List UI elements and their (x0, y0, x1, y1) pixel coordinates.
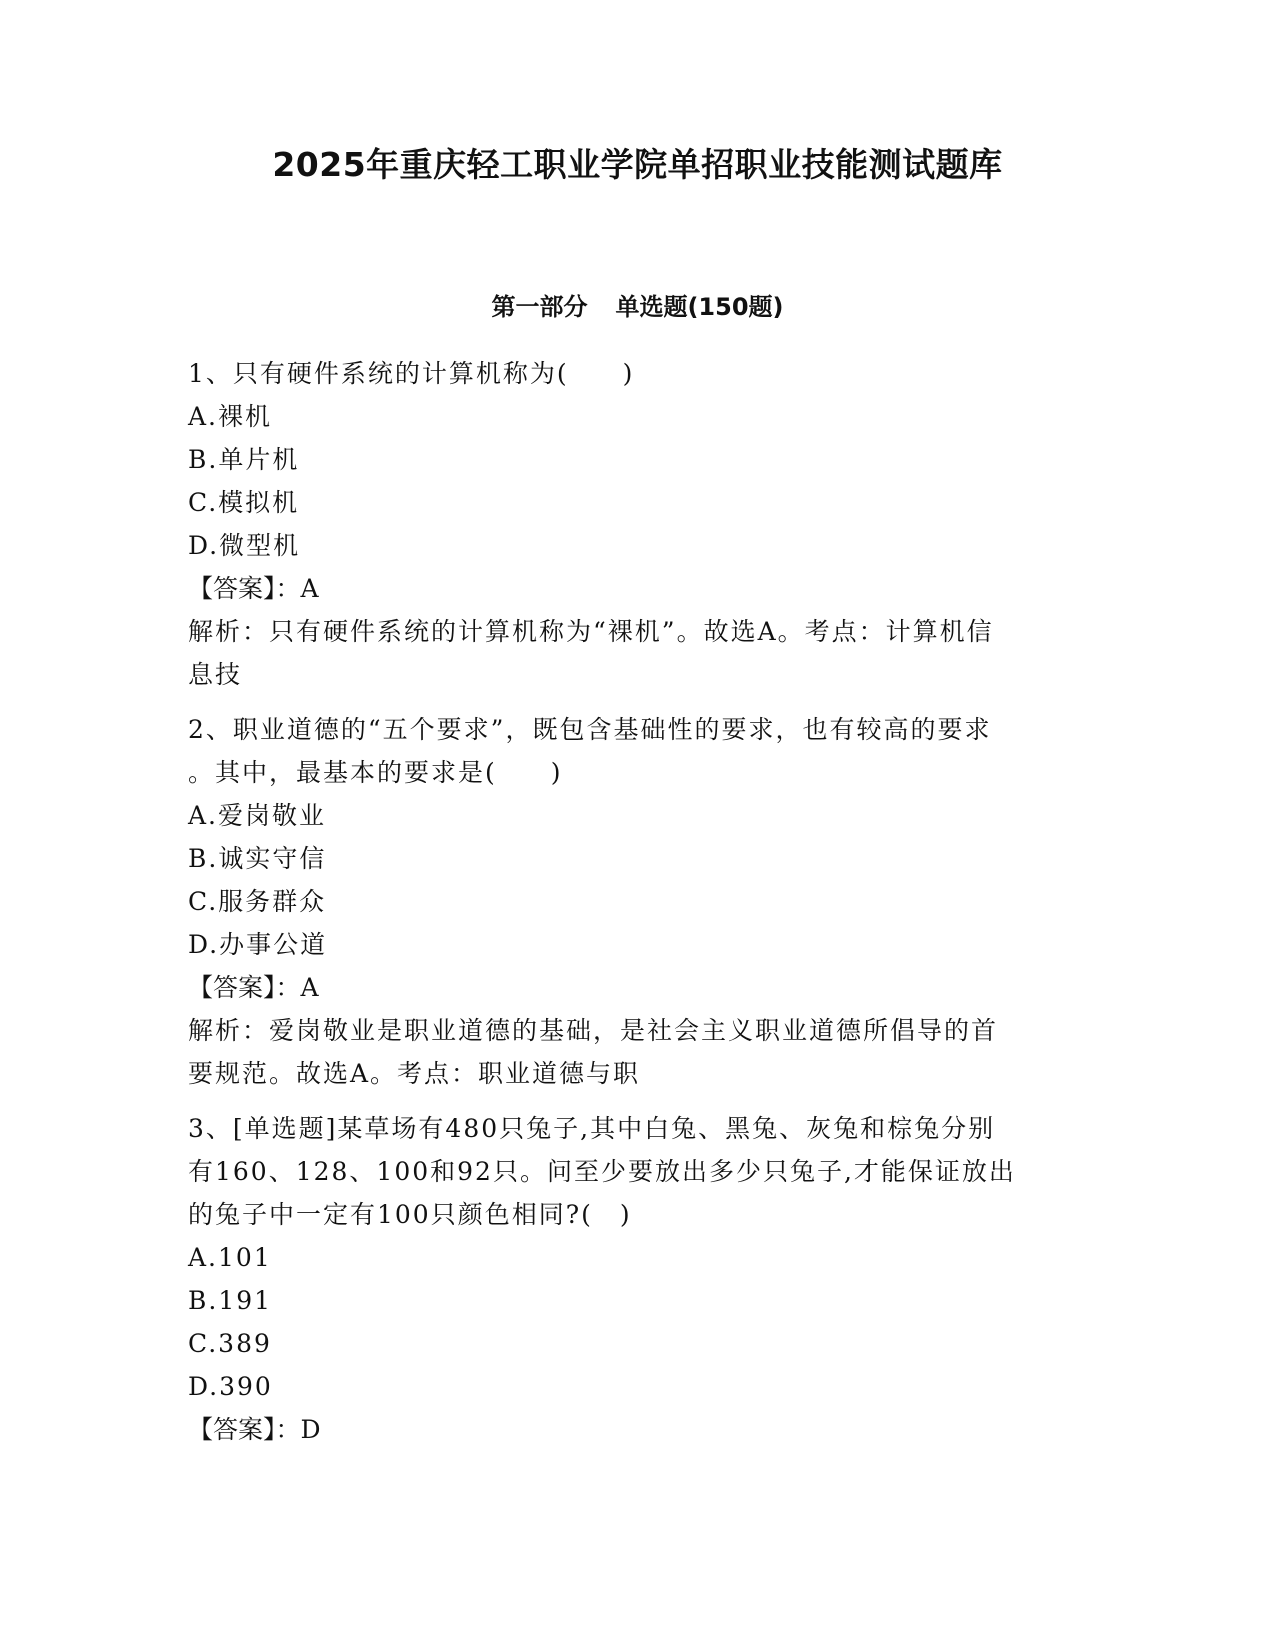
answer-value: D (300, 1415, 323, 1444)
answer-line (188, 966, 1088, 1009)
option-a: A.101 (188, 1243, 272, 1272)
answer-label: 【答案】： (188, 1415, 301, 1444)
option-b: B.191 (188, 1286, 273, 1315)
option-a: A.爱岗敬业 (188, 801, 327, 830)
analysis-line: 息技 (188, 660, 243, 689)
section-part: 第一部分 (491, 293, 588, 321)
answer-line (188, 567, 1088, 610)
question-stem: 1、只有硬件系统的计算机称为( ) (188, 359, 635, 388)
option-b: B.诚实守信 (188, 844, 327, 873)
answer-label: 【答案】： (188, 574, 301, 603)
analysis-line: 解析：爱岗敬业是职业道德的基础，是社会主义职业道德所倡导的首 (188, 1016, 999, 1045)
question-stem: 。其中，最基本的要求是( ) (188, 758, 563, 787)
option-c: C.模拟机 (188, 488, 300, 517)
question-stem: 2、职业道德的“五个要求”，既包含基础性的要求，也有较高的要求 (188, 715, 992, 744)
answer-label: 【答案】： (188, 973, 301, 1002)
option-a: A.裸机 (188, 402, 273, 431)
answer-value: A (300, 973, 321, 1002)
option-d: D.微型机 (188, 531, 301, 560)
question-stem: 3、[单选题]某草场有480只兔子,其中白兔、黑兔、灰兔和棕兔分别 (188, 1114, 996, 1143)
section-title (0, 290, 1275, 324)
document-title: 2025年重庆轻工职业学院单招职业技能测试题库 (272, 145, 1003, 184)
section-name: 单选题(150题) (615, 293, 784, 321)
option-d: D.办事公道 (188, 930, 328, 959)
question-stem: 的兔子中一定有100只颜色相同?( ) (188, 1200, 632, 1229)
question-list (188, 352, 1088, 1451)
question-3 (188, 1107, 1088, 1451)
analysis-line: 解析：只有硬件系统的计算机称为“裸机”。故选A。考点：计算机信 (188, 617, 994, 646)
question-1 (188, 352, 1088, 696)
question-stem: 有160、128、100和92只。问至少要放出多少只兔子,才能保证放出 (188, 1157, 1016, 1186)
option-c: C.389 (188, 1329, 272, 1358)
analysis-line: 要规范。故选A。考点：职业道德与职 (188, 1059, 641, 1088)
option-c: C.服务群众 (188, 887, 327, 916)
answer-line (188, 1408, 1088, 1451)
option-b: B.单片机 (188, 445, 300, 474)
option-d: D.390 (188, 1372, 273, 1401)
question-2 (188, 708, 1088, 1095)
answer-value: A (300, 574, 321, 603)
